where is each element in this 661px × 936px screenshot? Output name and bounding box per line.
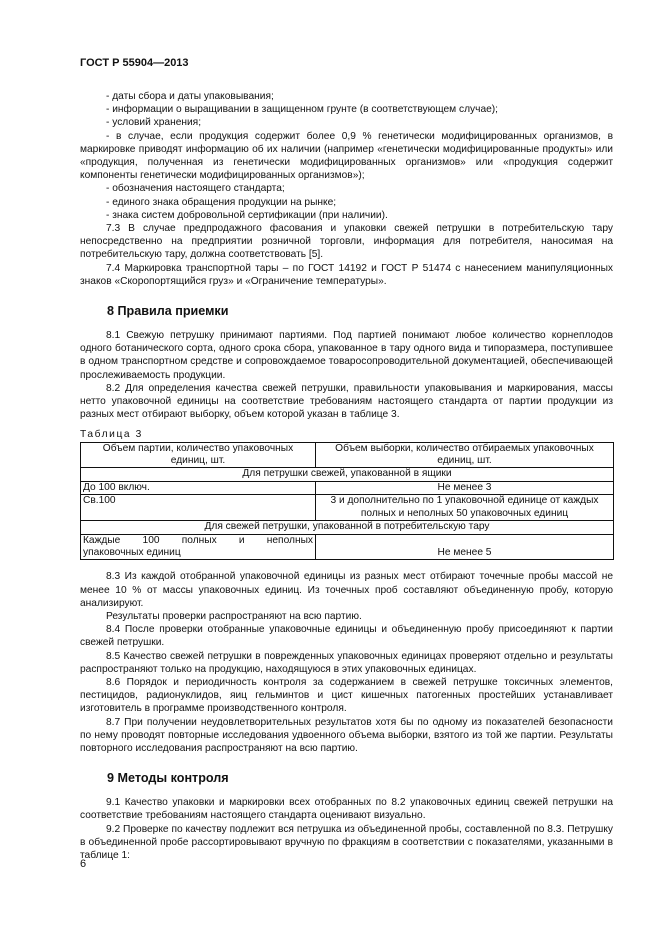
table-cell: Св.100 [81,495,316,521]
table-group-row [81,468,614,481]
table-group-row [81,521,614,534]
section-8-title: 8 Правила приемки [107,304,229,319]
list-item: - единого знака обращения продукции на рынке; [106,196,337,208]
list-item: - даты сбора и даты упаковывания; [106,91,274,102]
table-row [81,495,614,521]
sample-size-table [80,442,614,561]
page-number: 6 [80,858,87,870]
paragraph-8-2: 8.2 Для определения качества свежей петрушки, правильности упаковывания и маркирования, массы нетто упаковочной единицы на соответствие требованиям настоящего стандарта от партии продукции из разных мест отбирают выборку, объем которой указан в таблице 3. [80,382,613,421]
paragraph-8-5: 8.5 Качество свежей петрушки в поврежденных упаковочных единицах проверяют отдельно и результаты распространяют только на продукцию, находящуюся в этих упаковочных единицах. [80,650,613,675]
table-caption: Таблица 3 [80,429,143,441]
table-group-cell: Для петрушки свежей, упакованной в ящики [81,468,614,481]
table-header-cell: Объем выборки, количество отбираемых упаковочных единиц, шт. [316,442,614,468]
table-cell: Не менее 5 [316,534,614,560]
list-item: - условий хранения; [106,117,202,129]
section-9-title: 9 Методы контроля [107,771,229,786]
paragraph-8-3-result: Результаты проверки распространяют на всю партию. [106,610,362,622]
list-item: - информации о выращивании в защищенном грунте (в соответствующем случае); [106,104,499,116]
paragraph-8-3: 8.3 Из каждой отобранной упаковочной единицы из разных мест отбирают точечные пробы массой не менее 10 % от массы упаковочных единиц. Из точечных проб составляют объединенную пробу, которую анализируют. [80,571,613,609]
paragraph-9-2: 9.2 Проверке по качеству подлежит вся петрушка из объединенной пробы, составленной по 8.3. Петрушку в объединенной пробе рассортировывают вручную по фракциям в соответствии с показателями, указанными в таблице 1: [80,823,613,861]
table-cell [81,534,316,560]
table-cell: 3 и дополнительно по 1 упаковочной единице от каждых полных и неполных 50 упаковочных единиц [316,495,614,521]
page-header: ГОСТ Р 55904—2013 [80,57,189,69]
paragraph-7-3: 7.3 В случае предпродажного фасования и упаковки свежей петрушки в потребительскую тару непосредственно на предприятии розничной торговли, информация для потребителя, наносимая на потребительскую тару, должна соответствовать [5]. [80,223,613,261]
paragraph-8-6: 8.6 Порядок и периодичность контроля за содержанием в свежей петрушке токсичных элементов, пестицидов, радионуклидов, яиц гельминтов и цист кишечных патогенных простейших устанавливает изготовитель в программе производственного контроля. [80,676,613,715]
table-row [81,481,614,494]
document-body [80,90,613,862]
paragraph-8-4: 8.4 После проверки отобранные упаковочные единицы и объединенную пробу присоединяют к партии свежей петрушки. [80,624,613,649]
table-cell: До 100 включ. [81,481,316,494]
table-cell: Не менее 3 [316,481,614,494]
table-row [81,534,614,560]
list-item: - в случае, если продукция содержит более 0,9 % генетически модифицированных организмов, в маркировке приводят информацию об их наличии (например «генетически модифицированные продукты» или «продукция, полученная из генетически модифицированных организмов» или «продукция содержит компоненты генетически модифицированных организмов»); [80,130,613,182]
paragraph-8-1: 8.1 Свежую петрушку принимают партиями. Под партией понимают любое количество корнеплодов одного ботанического сорта, одного срока сбора, упакованное в тару одного вида и типоразмера, поступившее в одном транспортном средстве и сопровождаемое товаросопроводительной документацией, обеспечивающей прослеживаемость продукции. [80,330,613,381]
table-cell-line: упаковочных единиц [83,546,181,558]
list-item: - знака систем добровольной сертификации (при наличии). [106,209,388,221]
table-header-cell: Объем партии, количество упаковочных единиц, шт. [81,442,316,468]
paragraph-8-7: 8.7 При получении неудовлетворительных результатов хотя бы по одному из показателей безопасности по нему проводят повторные исследования удвоенного объема выборки, взятого из той же партии. Результаты повторного исследования распространяют на всю партию. [80,716,613,754]
table-header-row [81,442,614,468]
list-item: - обозначения настоящего стандарта; [106,183,285,195]
table-group-cell: Для свежей петрушки, упакованной в потребительскую тару [81,521,614,534]
table-cell-line: Каждые 100 полных и неполных [83,534,313,546]
paragraph-9-1: 9.1 Качество упаковки и маркировки всех отобранных по 8.2 упаковочных единиц свежей петрушки на соответствие требованиям настоящего стандарта оценивают визуально. [80,797,613,822]
paragraph-7-4: 7.4 Маркировка транспортной тары – по ГОСТ 14192 и ГОСТ Р 51474 с нанесением манипуляционных знаков «Скоропортящийся груз» и «Ограничение температуры». [80,262,613,287]
